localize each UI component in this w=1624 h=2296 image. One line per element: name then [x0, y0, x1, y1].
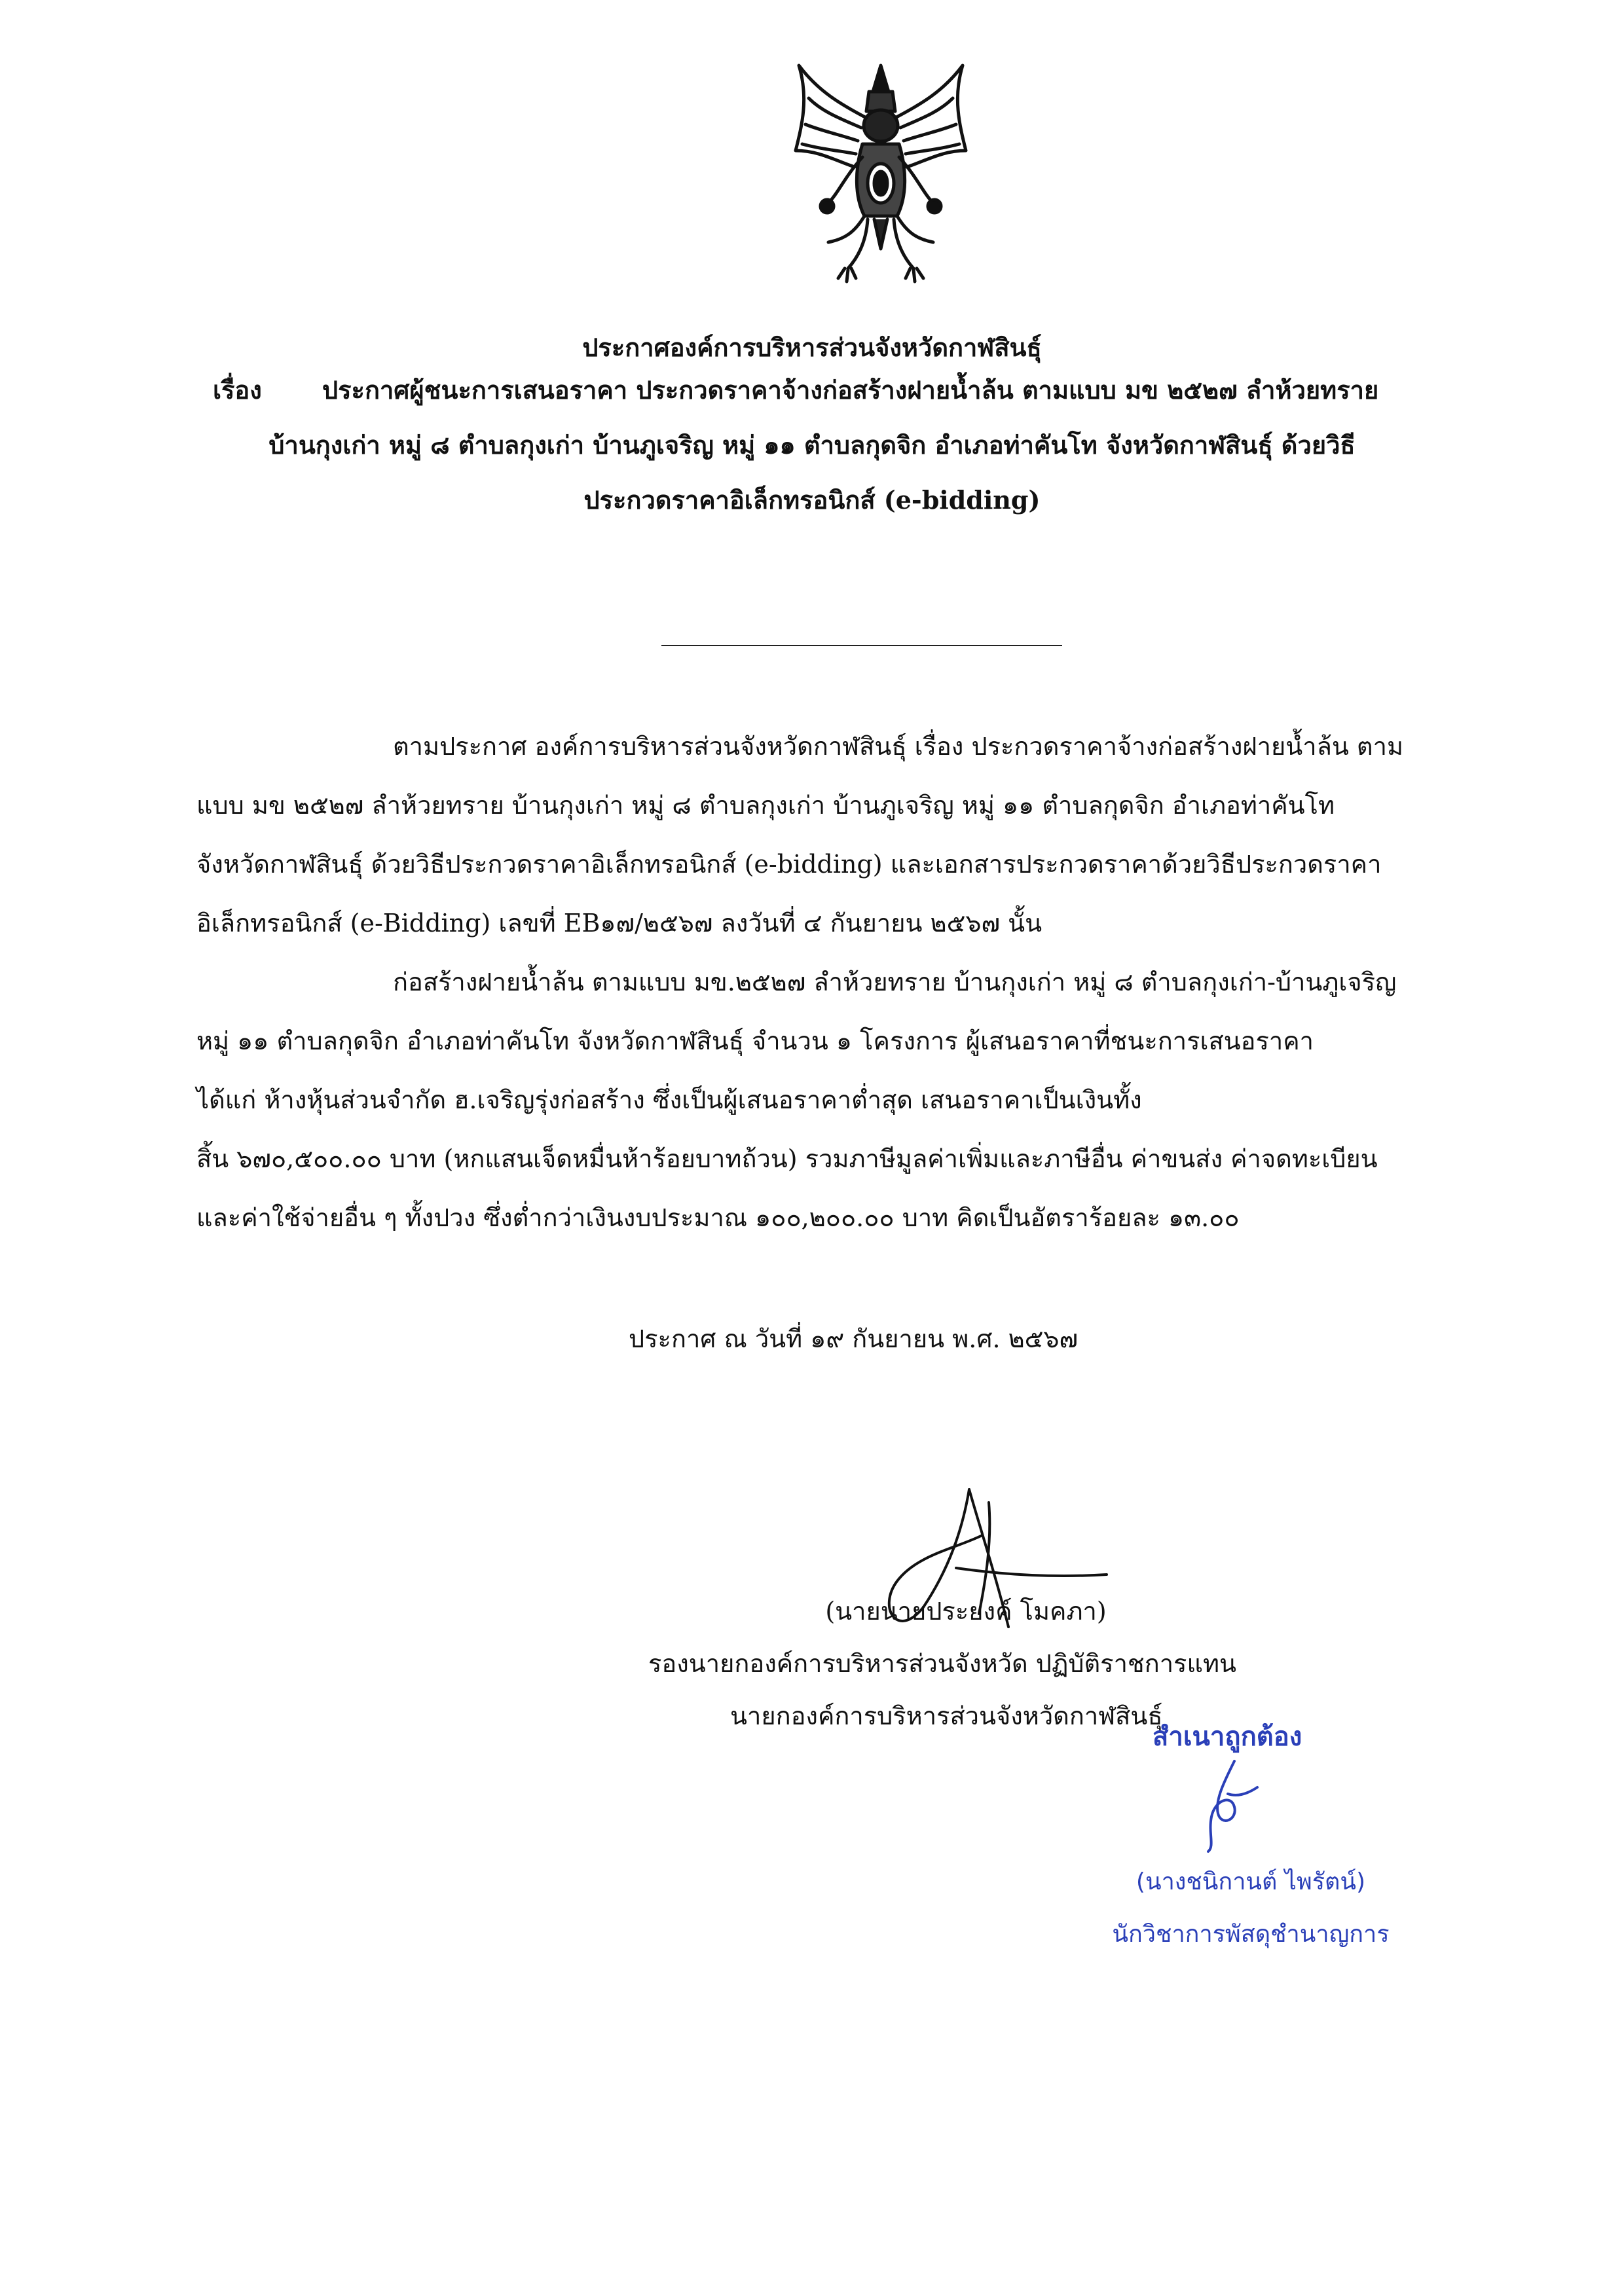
signer-position-2: นายกองค์การบริหารส่วนจังหวัดกาฬสินธุ์: [730, 1702, 1163, 1730]
signer-name: (นายนายประยงค์ โมคภา): [825, 1597, 1107, 1626]
announce-date: ประกาศ ณ วันที่ ๑๙ กันยายน พ.ศ. ๒๕๖๗: [629, 1324, 1079, 1353]
subject-text-2: บ้านกุงเก่า หมู่ ๘ ตำบลกุงเก่า บ้านภูเจริญ หมู่ ๑๑ ตำบลกุดจิก อำเภอท่าคันโท จังหวัดกาฬสินธุ์ ด้วยวิธี: [268, 430, 1356, 460]
subject-label: เรื่อง: [213, 375, 262, 405]
p2-line-2: หมู่ ๑๑ ตำบลกุดจิก อำเภอท่าคันโท จังหวัดกาฬสินธุ์ จำนวน ๑ โครงการ ผู้เสนอราคาที่ชนะการเสนอราคา: [196, 1027, 1314, 1055]
subject-text-3: ประกวดราคาอิเล็กทรอนิกส์ (e-bidding): [583, 485, 1041, 515]
title-block: [0, 326, 1624, 369]
p2-line-1: ก่อสร้างฝายน้ำล้น ตามแบบ มข.๒๕๒๗ ลำห้วยทราย บ้านกุงเก่า หมู่ ๘ ตำบลกุงเก่า-บ้านภูเจริญ: [393, 968, 1397, 996]
garuda-emblem-icon: [783, 52, 979, 288]
divider-rule: [661, 645, 1062, 646]
p1-line-4: อิเล็กทรอนิกส์ (e-Bidding) เลขที่ EB๑๗/๒๕๖๗ ลงวันที่ ๔ กันยายน ๒๕๖๗ นั้น: [196, 909, 1043, 938]
p2-line-5: และค่าใช้จ่ายอื่น ๆ ทั้งปวง ซึ่งต่ำกว่าเงินงบประมาณ ๑๐๐,๒๐๐.๐๐ บาท คิดเป็นอัตราร้อยละ ๑๓.๐๐: [196, 1203, 1240, 1232]
certifier-name: (นางชนิกานต์ ไพรัตน์): [1135, 1868, 1366, 1895]
signer-position-1: รองนายกองค์การบริหารส่วนจังหวัด ปฏิบัติราชการแทน: [648, 1649, 1236, 1678]
certified-copy-stamp: สำเนาถูกต้อง: [1153, 1722, 1302, 1752]
p1-line-3: จังหวัดกาฬสินธุ์ ด้วยวิธีประกวดราคาอิเล็กทรอนิกส์ (e-bidding) และเอกสารประกวดราคาด้วยวิธีประกวดราคา: [196, 850, 1382, 879]
agency-title: ประกาศองค์การบริหารส่วนจังหวัดกาฬสินธุ์: [582, 333, 1042, 362]
p2-line-3: ได้แก่ ห้างหุ้นส่วนจำกัด ฮ.เจริญรุ่งก่อสร้าง ซึ่งเป็นผู้เสนอราคาต่ำสุด เสนอราคาเป็นเงินทั้ง: [196, 1085, 1142, 1114]
p1-line-1: ตามประกาศ องค์การบริหารส่วนจังหวัดกาฬสินธุ์ เรื่อง ประกวดราคาจ้างก่อสร้างฝายน้ำล้น ตาม: [393, 732, 1403, 761]
certifier-position: นักวิชาการพัสดุชำนาญการ: [1112, 1921, 1390, 1948]
certifier-signature-icon: [1189, 1755, 1267, 1853]
p1-line-2: แบบ มข ๒๕๒๗ ลำห้วยทราย บ้านกุงเก่า หมู่ ๘ ตำบลกุงเก่า บ้านภูเจริญ หมู่ ๑๑ ตำบลกุดจิก อำเภอท่าคันโท: [196, 791, 1335, 820]
subject-text-1: ประกาศผู้ชนะการเสนอราคา ประกวดราคาจ้างก่อสร้างฝายน้ำล้น ตามแบบ มข ๒๕๒๗ ลำห้วยทราย: [322, 375, 1379, 405]
p2-line-4: สิ้น ๖๗๐,๕๐๐.๐๐ บาท (หกแสนเจ็ดหมื่นห้าร้อยบาทถ้วน) รวมภาษีมูลค่าเพิ่มและภาษีอื่น ค่าขนส่ง ค่าจดทะเบียน: [196, 1144, 1378, 1173]
